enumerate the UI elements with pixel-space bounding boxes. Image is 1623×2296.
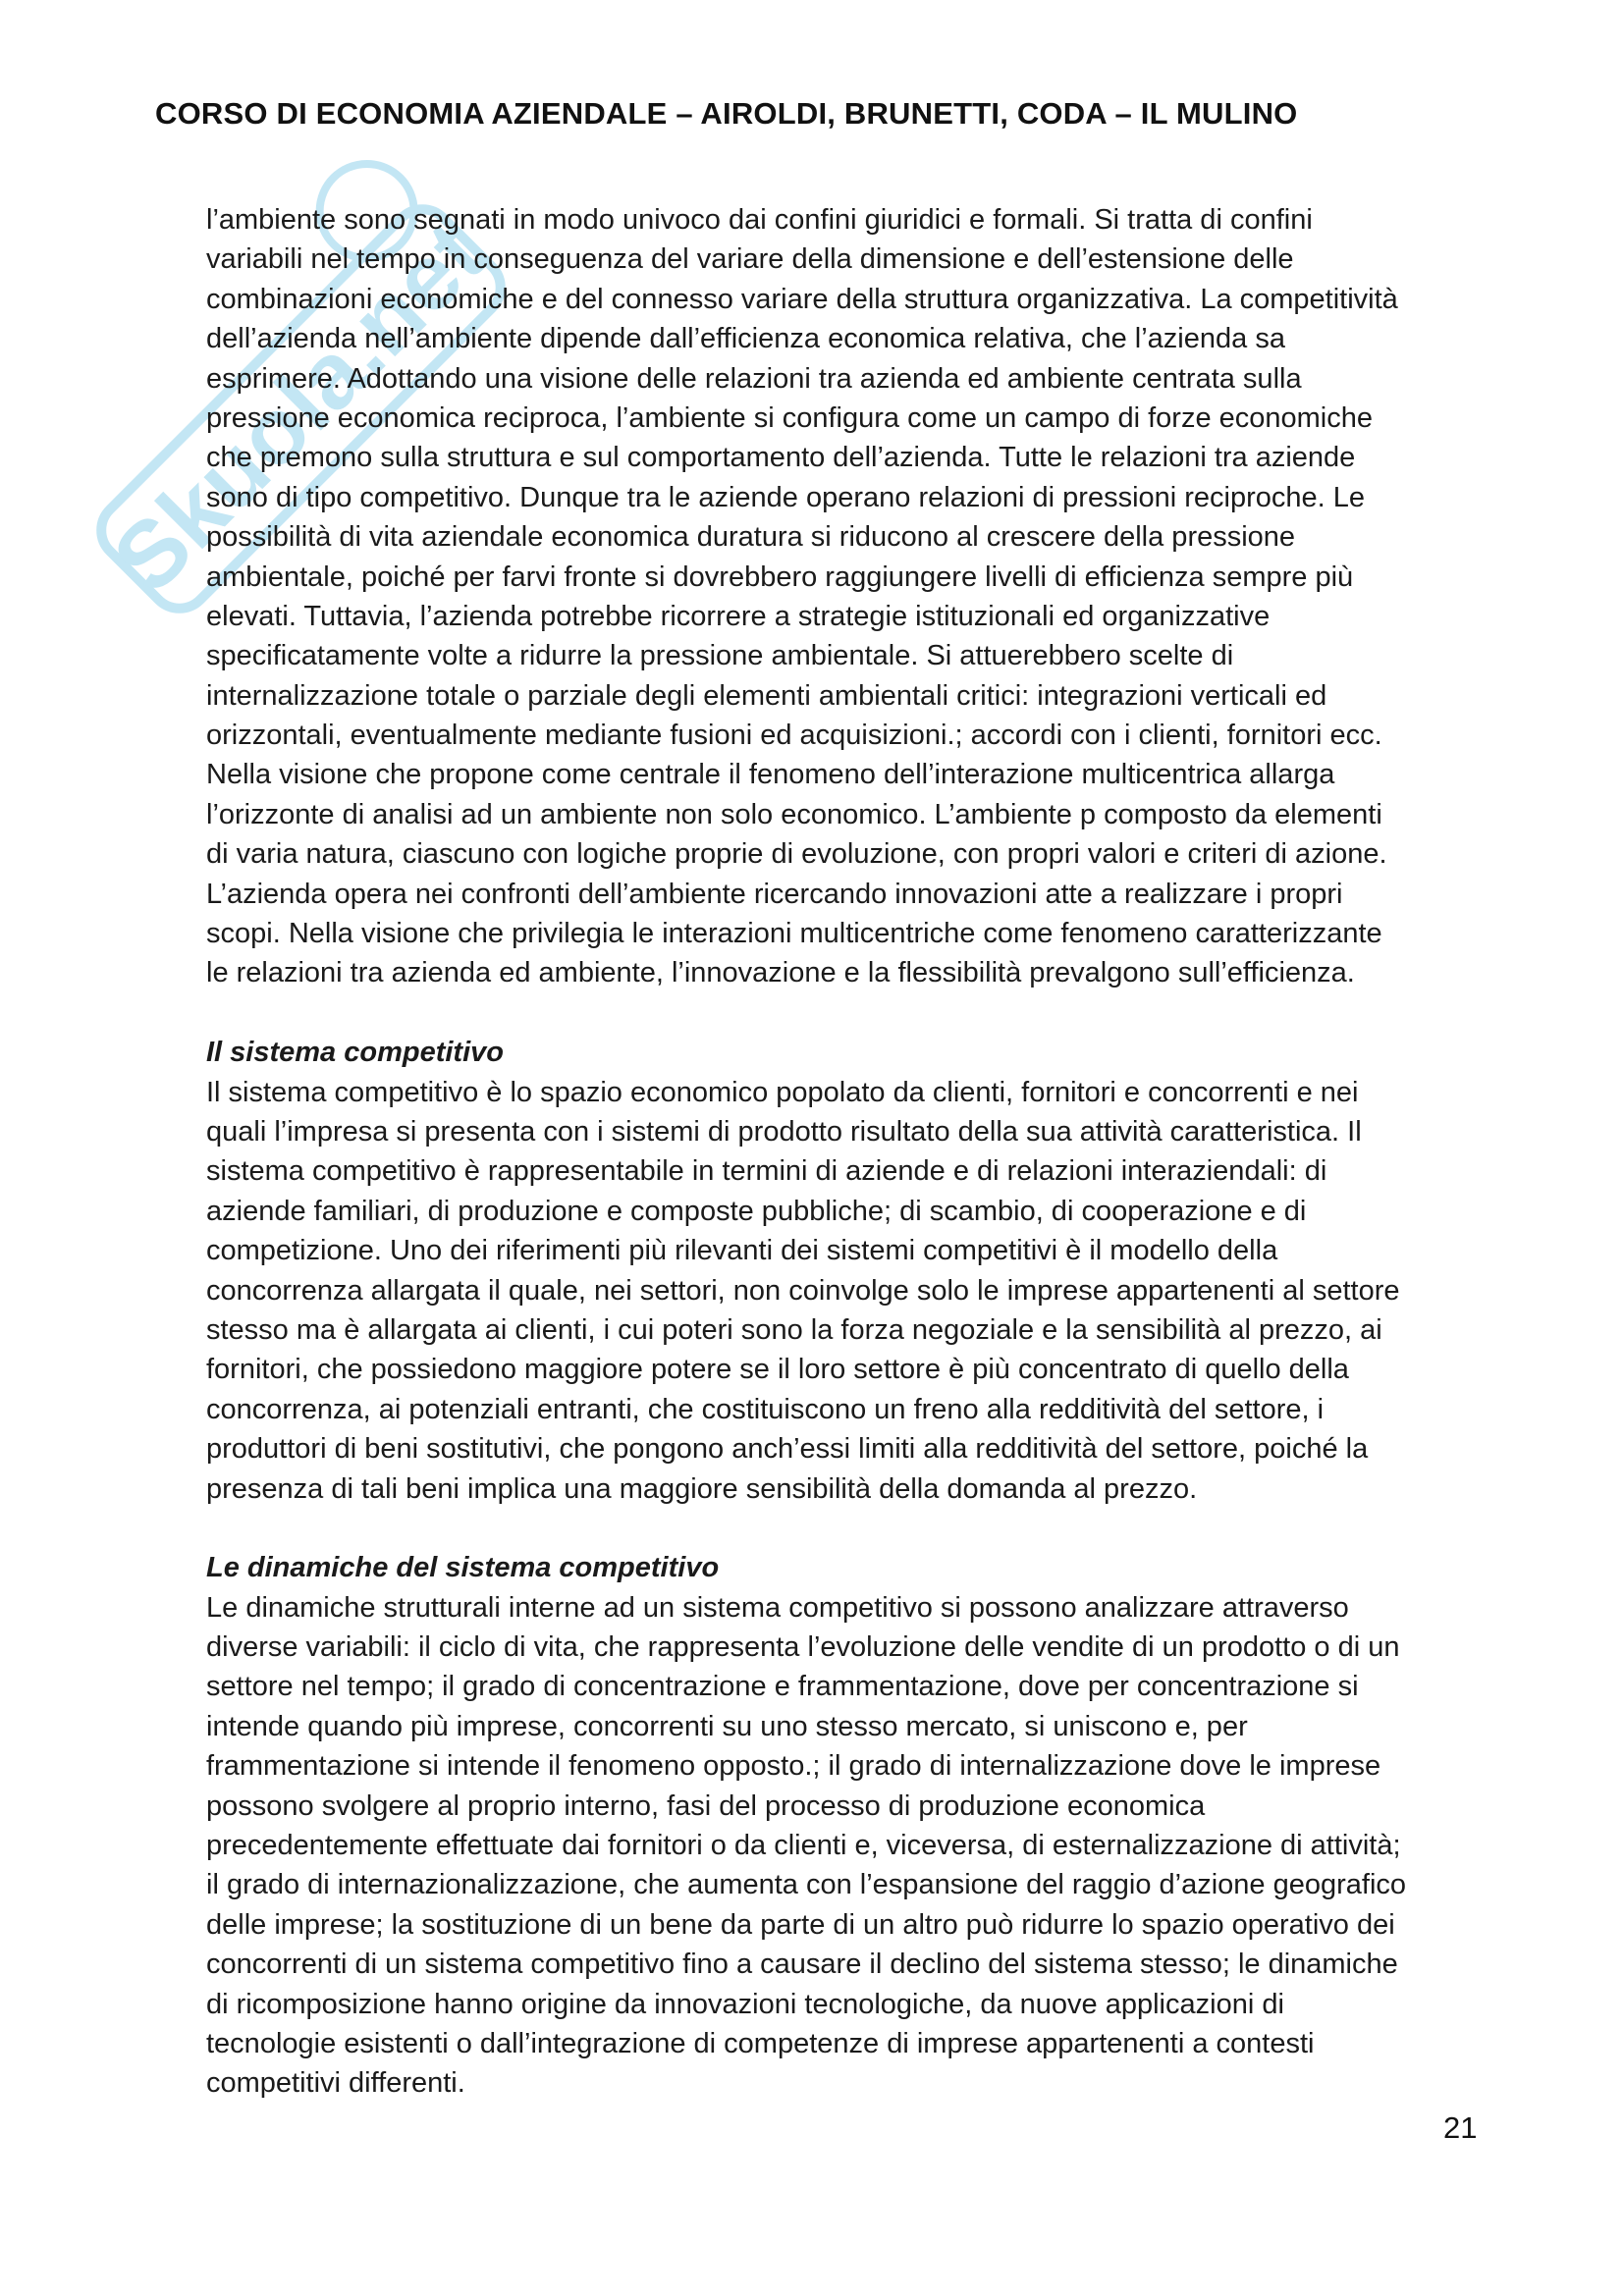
text-line: competitivi differenti. xyxy=(206,2067,465,2100)
text-line: combinazioni economiche e del connesso variare della struttura organizzativa. La competitività xyxy=(206,283,1398,315)
text-line: Il sistema competitivo è lo spazio economico popolato da clienti, fornitori e concorrenti e nei xyxy=(206,1076,1359,1108)
page-header-title: CORSO DI ECONOMIA AZIENDALE – AIROLDI, BRUNETTI, CODA – IL MULINO xyxy=(155,96,1298,131)
text-line: il grado di internazionalizzazione, che aumenta con l’espansione del raggio d’azione geografico xyxy=(206,1869,1407,1901)
paragraph-gap xyxy=(206,993,1492,1033)
text-line: di varia natura, ciascuno con logiche proprie di evoluzione, con propri valori e criteri di azione. xyxy=(206,838,1387,871)
text-line: stesso ma è allargata ai clienti, i cui poteri sono la forza negoziale e la sensibilità al prezzo, ai xyxy=(206,1313,1382,1346)
text-line: precedentemente effettuate dai fornitori o da clienti e, viceversa, di esternalizzazione di attività; xyxy=(206,1830,1401,1862)
text-line: l’orizzonte di analisi ad un ambiente non solo economico. L’ambiente p composto da elementi xyxy=(206,798,1382,830)
text-line: concorrenza, ai potenziali entranti, che costituiscono un freno alla redditività del settore, i xyxy=(206,1393,1325,1425)
text-line: quali l’impresa si presenta con i sistemi di prodotto risultato della sua attività caratteristica. Il xyxy=(206,1115,1362,1148)
text-line: diverse variabili: il ciclo di vita, che rappresenta l’evoluzione delle vendite di un prodotto o di un xyxy=(206,1631,1400,1664)
text-line: intende quando più imprese, concorrenti su uno stesso mercato, si uniscono e, per xyxy=(206,1710,1248,1742)
text-line: aziende familiari, di produzione e composte pubbliche; di scambio, di cooperazione e di xyxy=(206,1195,1307,1227)
text-line: produttori di beni sostitutivi, che pongono anch’essi limiti alla redditività del settore, poiché la xyxy=(206,1433,1369,1466)
text-line: concorrenti di un sistema competitivo fino a causare il declino del sistema stesso; le dinamiche xyxy=(206,1949,1398,1981)
text-line: sono di tipo competitivo. Dunque tra le aziende operano relazioni di pressioni reciproche. Le xyxy=(206,481,1366,513)
text-line: di ricomposizione hanno origine da innovazioni tecnologiche, da nuove applicazioni di xyxy=(206,1988,1284,2020)
text-line: dell’azienda nell’ambiente dipende dall’efficienza economica relativa, che l’azienda sa xyxy=(206,323,1285,355)
text-line: orizzontali, eventualmente mediante fusioni ed acquisizioni.; accordi con i clienti, fornitori ecc. xyxy=(206,720,1382,752)
section-title-competitive-system: Il sistema competitivo xyxy=(206,1037,504,1069)
text-line: sistema competitivo è rappresentabile in termini di aziende e di relazioni interaziendali: di xyxy=(206,1155,1327,1188)
paragraph-gap xyxy=(206,1509,1492,1548)
text-line: possibilità di vita aziendale economica duratura si riducono al crescere della pressione xyxy=(206,521,1296,554)
text-line: internalizzazione totale o parziale degli elementi ambientali critici: integrazioni verticali ed xyxy=(206,679,1327,712)
page-number: 21 xyxy=(1443,2110,1478,2145)
text-line: L’azienda opera nei confronti dell’ambiente ricercando innovazioni atte a realizzare i propri xyxy=(206,878,1343,910)
paragraph-competitive-dynamics xyxy=(206,1588,1492,2104)
text-line: tecnologie esistenti o dall’integrazione di competenze di imprese appartenenti a contesti xyxy=(206,2027,1315,2059)
text-line: l’ambiente sono segnati in modo univoco dai confini giuridici e formali. Si tratta di confini xyxy=(206,204,1313,236)
text-line: scopi. Nella visione che privilegia le interazioni multicentriche come fenomeno caratterizzante xyxy=(206,918,1382,950)
watermark-text: Skuola.net xyxy=(93,201,506,614)
text-line: Nella visione che propone come centrale il fenomeno dell’interazione multicentrica allarga xyxy=(206,759,1335,791)
text-line: specificatamente volte a ridurre la pressione ambientale. Si attuerebbero scelte di xyxy=(206,640,1234,672)
text-line: ambientale, poiché per farvi fronte si dovrebbero raggiungere livelli di efficienza sempre più xyxy=(206,561,1354,593)
text-line: possono svolgere al proprio interno, fasi del processo di produzione economica xyxy=(206,1789,1206,1822)
text-line: elevati. Tuttavia, l’azienda potrebbe ricorrere a strategie istituzionali ed organizzative xyxy=(206,600,1271,632)
text-line: esprimere. Adottando una visione delle relazioni tra azienda ed ambiente centrata sulla xyxy=(206,362,1302,395)
text-line: frammentazione si intende il fenomeno opposto.; il grado di internalizzazione dove le imprese xyxy=(206,1750,1381,1783)
text-line: delle imprese; la sostituzione di un bene da parte di un altro può ridurre lo spazio operativo dei xyxy=(206,1908,1395,1941)
section-title-competitive-dynamics: Le dinamiche del sistema competitivo xyxy=(206,1552,720,1584)
text-line: concorrenza allargata il quale, nei settori, non coinvolge solo le imprese appartenenti al settore xyxy=(206,1274,1400,1307)
text-line: che premono sulla struttura e sul comportamento dell’azienda. Tutte le relazioni tra aziende xyxy=(206,442,1356,474)
text-line: competizione. Uno dei riferimenti più rilevanti dei sistemi competitivi è il modello della xyxy=(206,1235,1278,1267)
document-body xyxy=(206,200,1492,2104)
text-line: variabili nel tempo in conseguenza del variare della dimensione e dell’estensione delle xyxy=(206,243,1294,276)
text-line: settore nel tempo; il grado di concentrazione e frammentazione, dove per concentrazione si xyxy=(206,1671,1359,1703)
text-line: le relazioni tra azienda ed ambiente, l’innovazione e la flessibilità prevalgono sull’efficienza. xyxy=(206,957,1355,989)
paragraph-environment xyxy=(206,200,1492,993)
paragraph-competitive-system xyxy=(206,1073,1492,1509)
text-line: presenza di tali beni implica una maggiore sensibilità della domanda al prezzo. xyxy=(206,1472,1198,1505)
text-line: fornitori, che possiedono maggiore potere se il loro settore è più concentrato di quello della xyxy=(206,1354,1349,1386)
text-line: pressione economica reciproca, l’ambiente si configura come un campo di forze economiche xyxy=(206,401,1373,434)
text-line: Le dinamiche strutturali interne ad un sistema competitivo si possono analizzare attraverso xyxy=(206,1591,1349,1624)
